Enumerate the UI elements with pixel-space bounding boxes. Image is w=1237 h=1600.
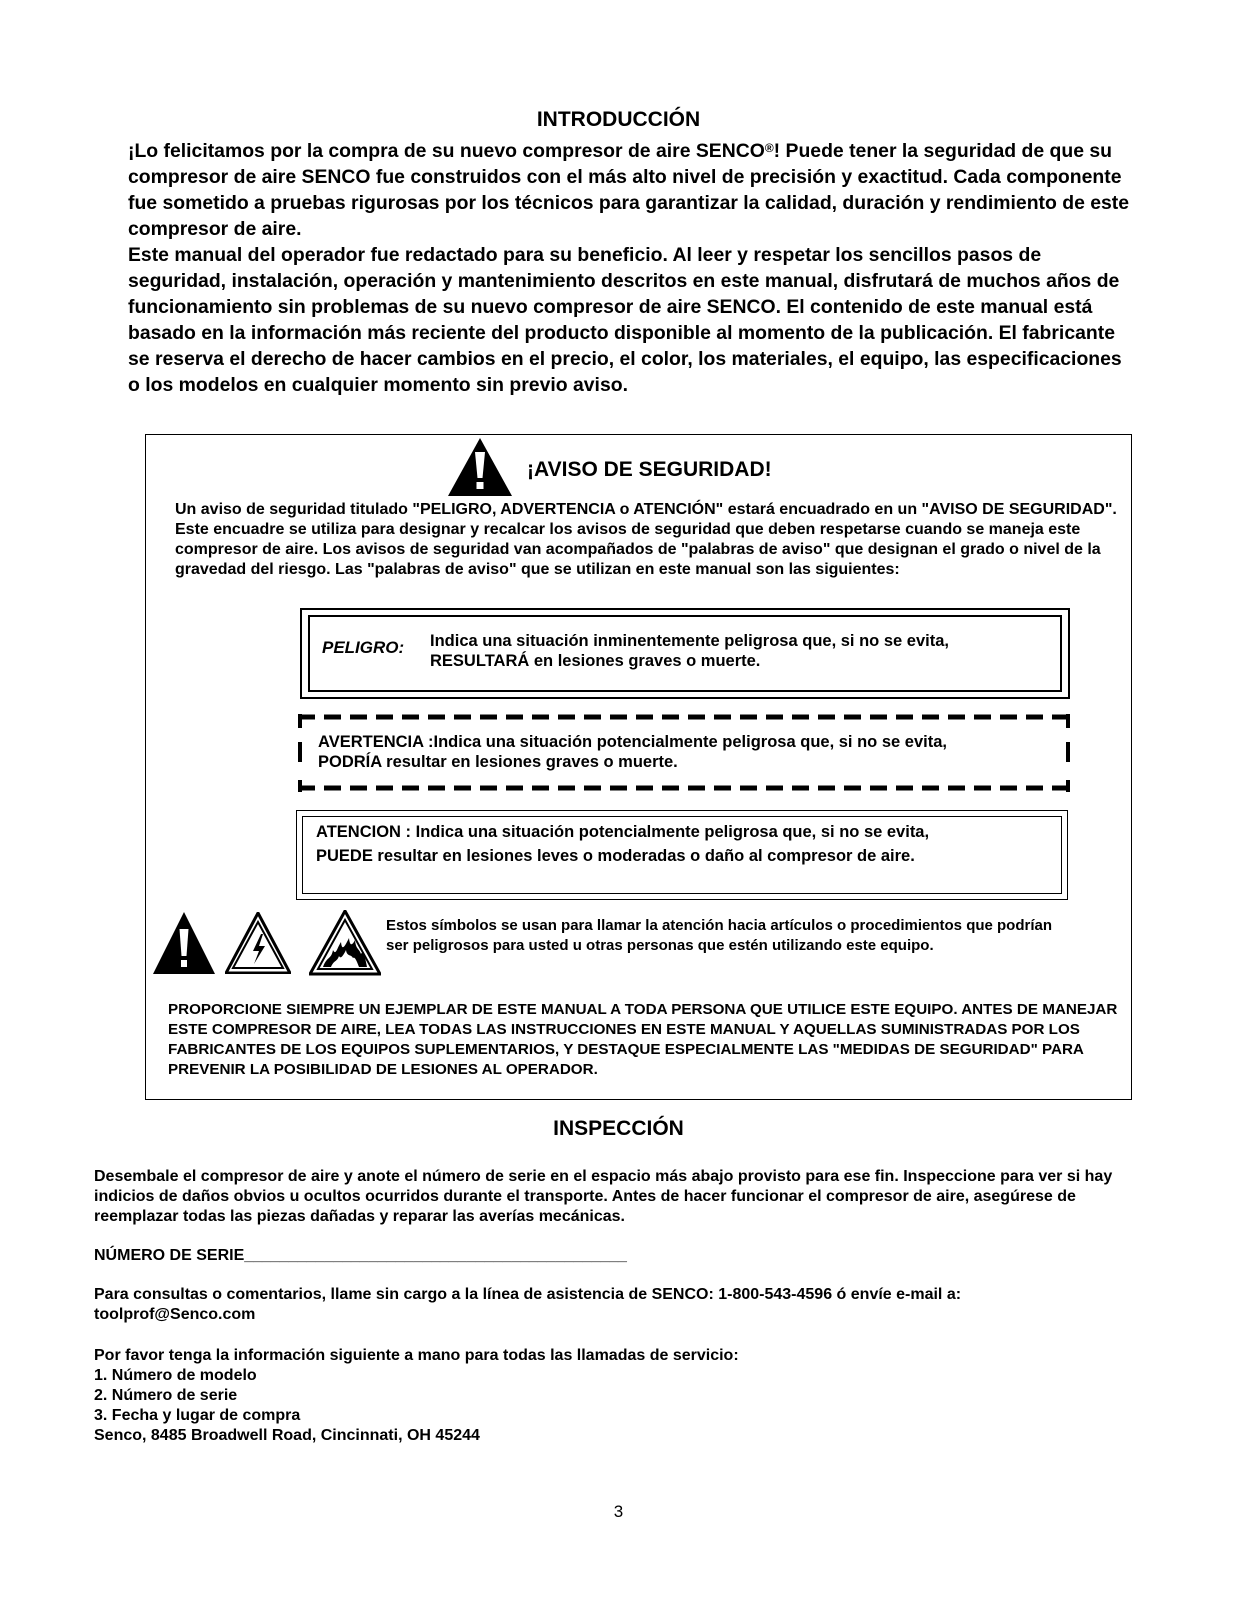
list-item: 3. Fecha y lugar de compra: [94, 1407, 301, 1424]
list-item: 1. Número de modelo: [94, 1367, 257, 1384]
intro-paragraph-2: Este manual del operador fue redactado para su beneficio. Al leer y respetar los sencillos pasos de seguridad, instalación, operación y mantenimiento descritos en este manual, disfrutará de muchos años de funcionamiento sin problemas de su nuevo compresor de aire SENCO. El contenido de este manual está basado en la información más reciente del producto disponible al momento de la publicación. El fabricante se reserva el derecho de hacer cambios en el precio, el color, los materiales, el equipo, las especificaciones o los modelos en cualquier momento sin previo aviso.: [128, 244, 1122, 396]
safety-instructions-caps: PROPORCIONE SIEMPRE UN EJEMPLAR DE ESTE MANUAL A TODA PERSONA QUE UTILICE ESTE EQUIPO. ANTES DE MANEJAR ESTE COMPRESOR DE AIRE, LEA TODAS LAS INSTRUCCIONES EN ESTE MANUAL Y AQUELLAS SUMINISTRADAS POR LOS FABRICANTES DE LOS EQUIPOS SUPLEMENTARIOS, Y DESTAQUE ESPECIALMENTE LAS "MEDIDAS DE SEGURIDAD" PARA PREVENIR LA POSIBILIDAD DE LESIONES AL OPERADOR.: [168, 1001, 1118, 1078]
page-number: 3: [613, 1502, 624, 1521]
warning-triangle-icon: [153, 912, 215, 974]
inspeccion-body: Desembale el compresor de aire y anote el número de serie en el espacio más abajo provisto para ese fin. Inspeccione para ver si hay indicios de daños obvios u ocultos ocurridos durante el transporte. Antes de hacer funcionar el compresor de aire, asegúrese de reemplazar todas las piezas dañadas y reparar las averías mecánicas.: [94, 1168, 1113, 1225]
atencion-text: ATENCION : Indica una situación potencialmente peligrosa que, si no se evita, PUEDE resultar en lesiones leves o moderadas o daño al compresor de aire.: [316, 823, 930, 865]
list-item: 2. Número de serie: [94, 1387, 238, 1404]
warning-triangle-icon: [448, 438, 512, 498]
intro-body: [128, 138, 1138, 398]
registered-mark: ®: [764, 141, 774, 155]
service-info: Por favor tenga la información siguiente a mano para todas las llamadas de servicio: 1. Número de modelo 2. Número de serie 3. Fecha y lugar de compra Senco, 8485 Broadwell Road, Cincinnati, OH 45244: [94, 1346, 1144, 1446]
electric-shock-icon: [225, 912, 291, 974]
contact-info: Para consultas o comentarios, llame sin cargo a la línea de asistencia de SENCO: 1-800-543-4596 ó envíe e-mail a: toolprof@Senco.com: [94, 1285, 1144, 1325]
hazard-symbols: [153, 910, 383, 978]
peligro-label: PELIGRO:: [322, 638, 405, 657]
safety-title: ¡AVISO DE SEGURIDAD!: [527, 458, 772, 481]
safety-intro: Un aviso de seguridad titulado "PELIGRO, ADVERTENCIA o ATENCIÓN" estará encuadrado en un "AVISO DE SEGURIDAD". Este encuadre se utiliza para designar y recalcar los avisos de seguridad que deben respetarse cuando se maneja este compresor de aire. Los avisos de seguridad van acompañados de "palabras de aviso" que designan el grado o nivel de la gravedad del riesgo. Las "palabras de aviso" que se utilizan en este manual son las siguientes:: [175, 501, 1117, 578]
contact-email: toolprof@Senco.com: [94, 1306, 256, 1323]
peligro-text: Indica una situación inminentemente peligrosa que, si no se evita, RESULTARÁ en lesiones graves o muerte.: [430, 632, 949, 670]
fire-hazard-icon: [309, 910, 381, 976]
inspeccion-title: INSPECCIÓN: [553, 1117, 684, 1140]
company-address: Senco, 8485 Broadwell Road, Cincinnati, OH 45244: [94, 1427, 480, 1444]
intro-paragraph-1: ¡Lo felicitamos por la compra de su nuevo compresor de aire SENCO®! Puede tener la seguridad de que su compresor de aire SENCO fue construidos con el más alto nivel de precisión y exactitud. Cada componente fue sometido a pruebas rigurosas por los técnicos para garantizar la calidad, duración y rendimiento de este compresor de aire.: [128, 140, 1130, 240]
advertencia-text: AVERTENCIA :Indica una situación potencialmente peligrosa que, si no se evita, PODRÍA resultar en lesiones graves o muerte.: [318, 733, 947, 771]
intro-title: INTRODUCCIÓN: [536, 108, 701, 131]
symbols-description: Estos símbolos se usan para llamar la atención hacia artículos o procedimientos que podrían ser peligrosos para usted u otras personas que estén utilizando este equipo.: [386, 917, 1053, 954]
serial-number-field: NÚMERO DE SERIE___________________________________________: [94, 1247, 627, 1264]
